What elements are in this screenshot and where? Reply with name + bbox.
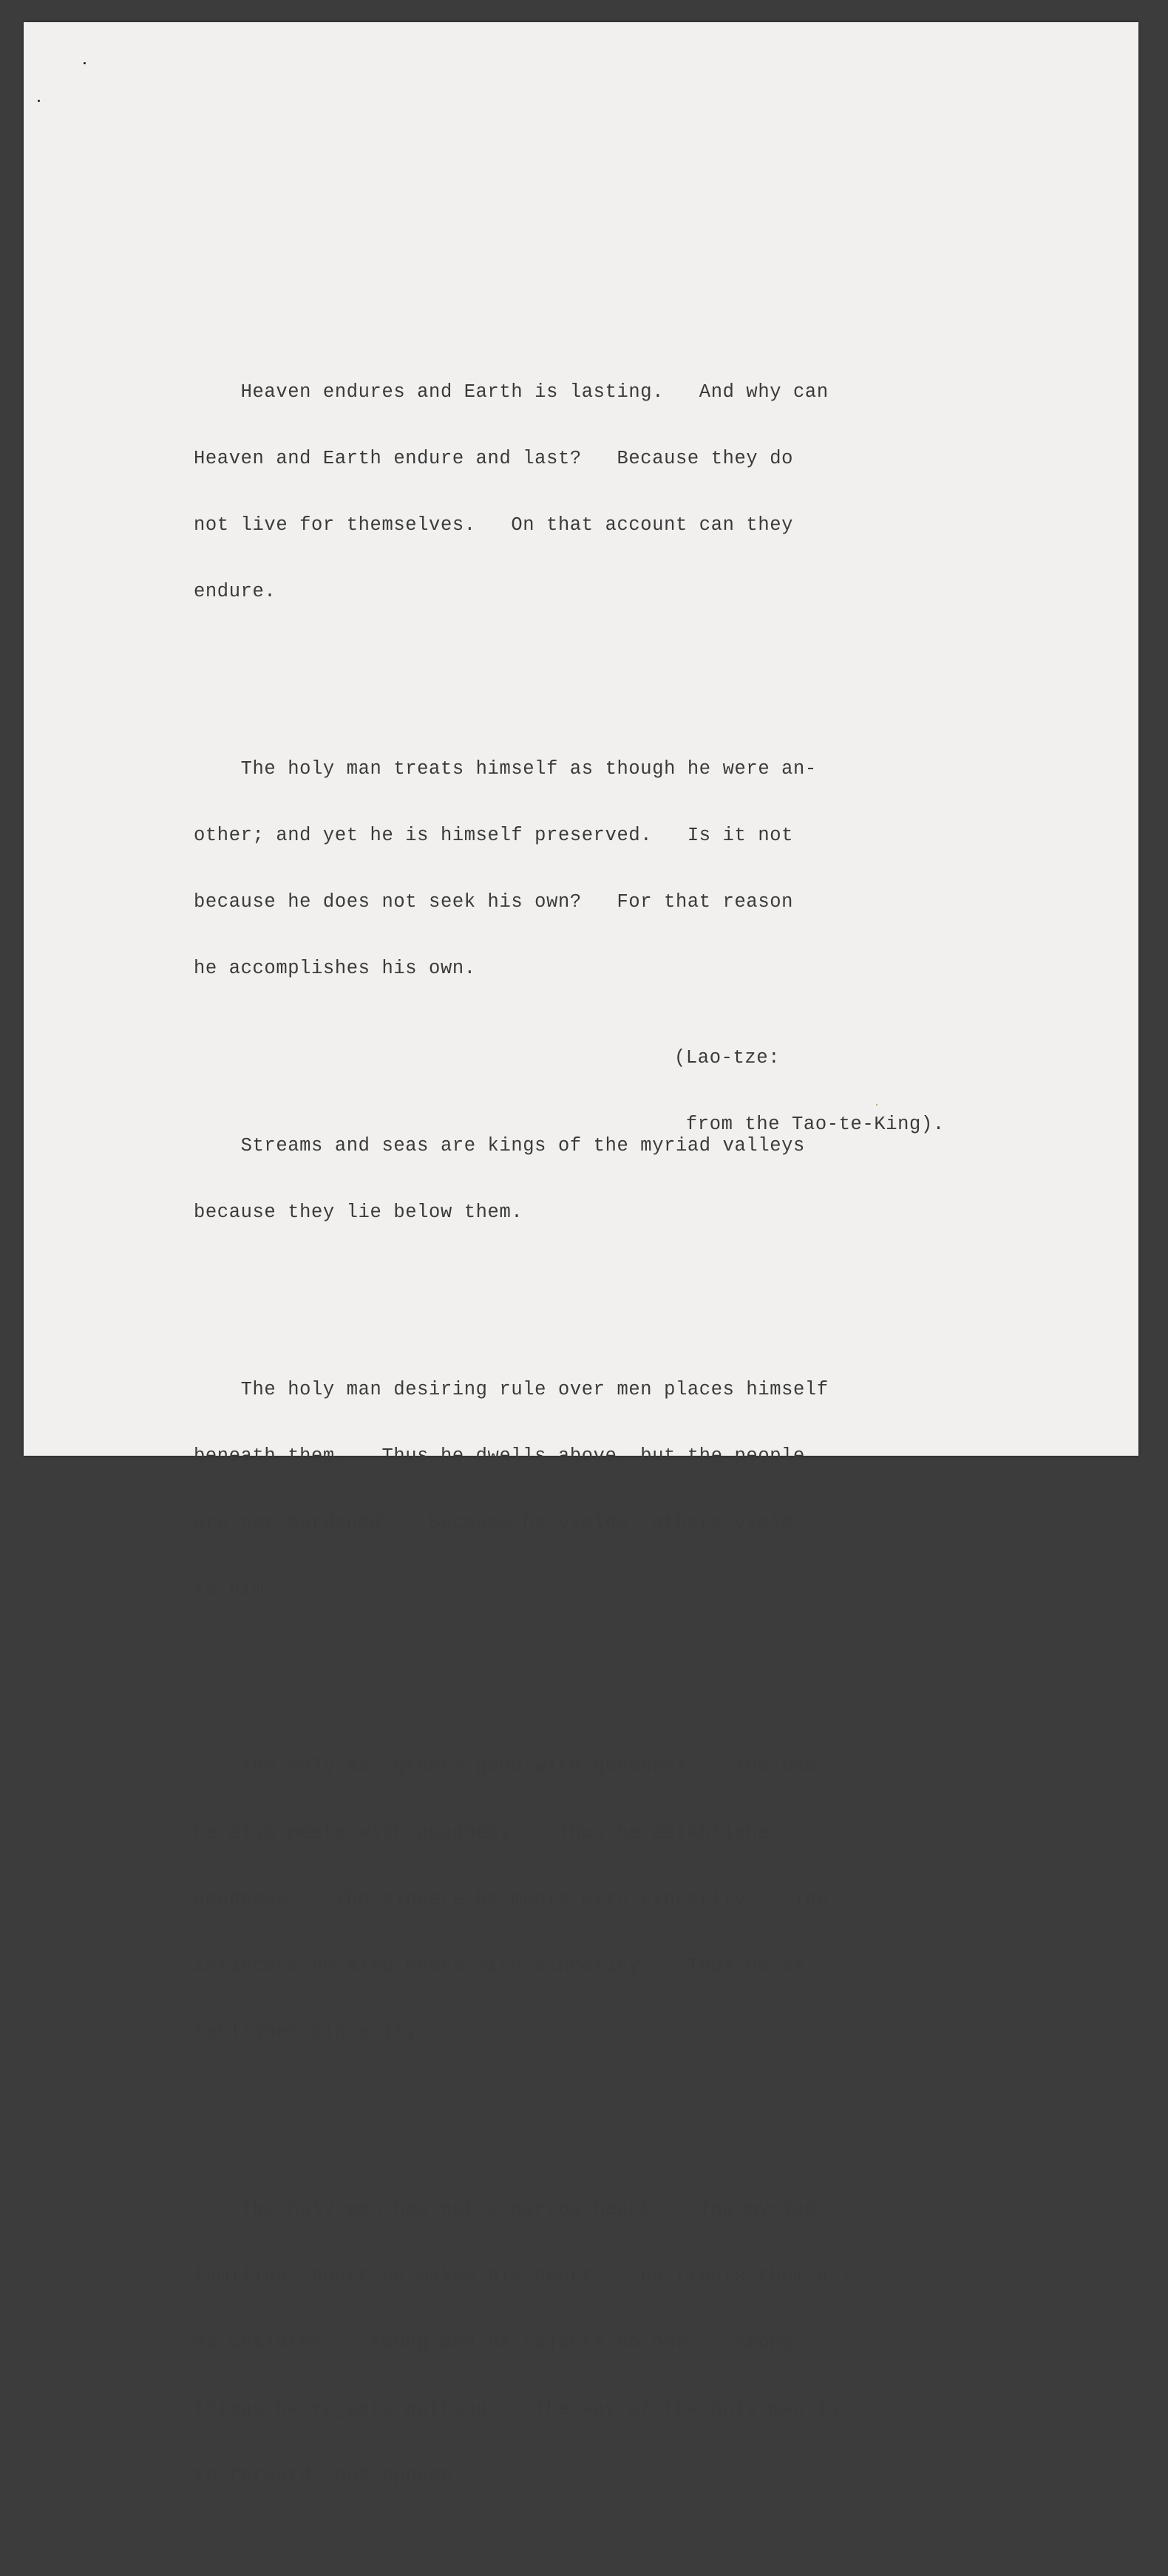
text-line: The holy man desiring rule over men places himself bbox=[194, 1379, 829, 1400]
text-line: insincere he also meets with sincerity. Thus he es- bbox=[194, 1955, 817, 1977]
ink-speck bbox=[38, 100, 40, 102]
paragraph-heaven-earth bbox=[194, 337, 977, 647]
text-line: he also meets with goodness. Thus he establishes bbox=[194, 1822, 782, 1844]
paragraph-goodness-sincerity bbox=[194, 1711, 977, 2088]
text-line: other; and yet he is himself preserved. Is it not bbox=[194, 825, 794, 846]
ink-speck bbox=[84, 62, 86, 64]
text-line: tablishes sincerity. bbox=[194, 2022, 429, 2043]
text-line: endure. bbox=[194, 581, 276, 602]
text-line: The holy man has not a narrow heart. The myriad bbox=[194, 2199, 817, 2221]
text-line: things he rejects nothing. The way of the holy man is bbox=[194, 2399, 841, 2420]
paragraph-narrow-heart bbox=[194, 2155, 977, 2532]
text-line: he accomplishes his own. bbox=[194, 958, 476, 979]
typed-text-body bbox=[194, 293, 977, 2576]
text-line: because he does not seek his own? For that reason bbox=[194, 891, 794, 913]
attribution-author: (Lao-tze: bbox=[674, 1047, 781, 1069]
text-line: are not burdened. Because he yields, others yield bbox=[194, 1512, 794, 1533]
text-line: goodness. The sincere he meets with sincerity. The bbox=[194, 1889, 829, 1910]
text-line: because they lie below them. bbox=[194, 1202, 523, 1223]
text-line: to forward, not oppose. bbox=[194, 2465, 464, 2487]
text-line: families' heart he makes his heart. He treats them all bbox=[194, 2266, 852, 2287]
attribution-source: from the Tao-te-King). bbox=[674, 1114, 945, 1135]
paragraph-rule-over-men bbox=[194, 1335, 977, 1645]
text-line: Heaven and Earth endure and last? Because they do bbox=[194, 448, 794, 469]
text-line: beneath them. Thus he dwells above, but the people bbox=[194, 1445, 805, 1467]
text-line: not live for themselves. On that account can they bbox=[194, 514, 794, 536]
text-line: as children. Among men he rejects no one. Among bbox=[194, 2332, 794, 2354]
text-line: The holy man treats himself as though he were an- bbox=[194, 758, 817, 780]
text-line: Streams and seas are kings of the myriad valleys bbox=[194, 1135, 805, 1156]
text-line: to him. bbox=[194, 1578, 276, 1600]
paragraph-holy-man-himself bbox=[194, 714, 977, 1024]
text-line: Heaven endures and Earth is lasting. And why can bbox=[194, 381, 829, 403]
text-line: The holy man greets good with goodness. The bad bbox=[194, 1756, 817, 1777]
attribution bbox=[674, 1003, 945, 1158]
